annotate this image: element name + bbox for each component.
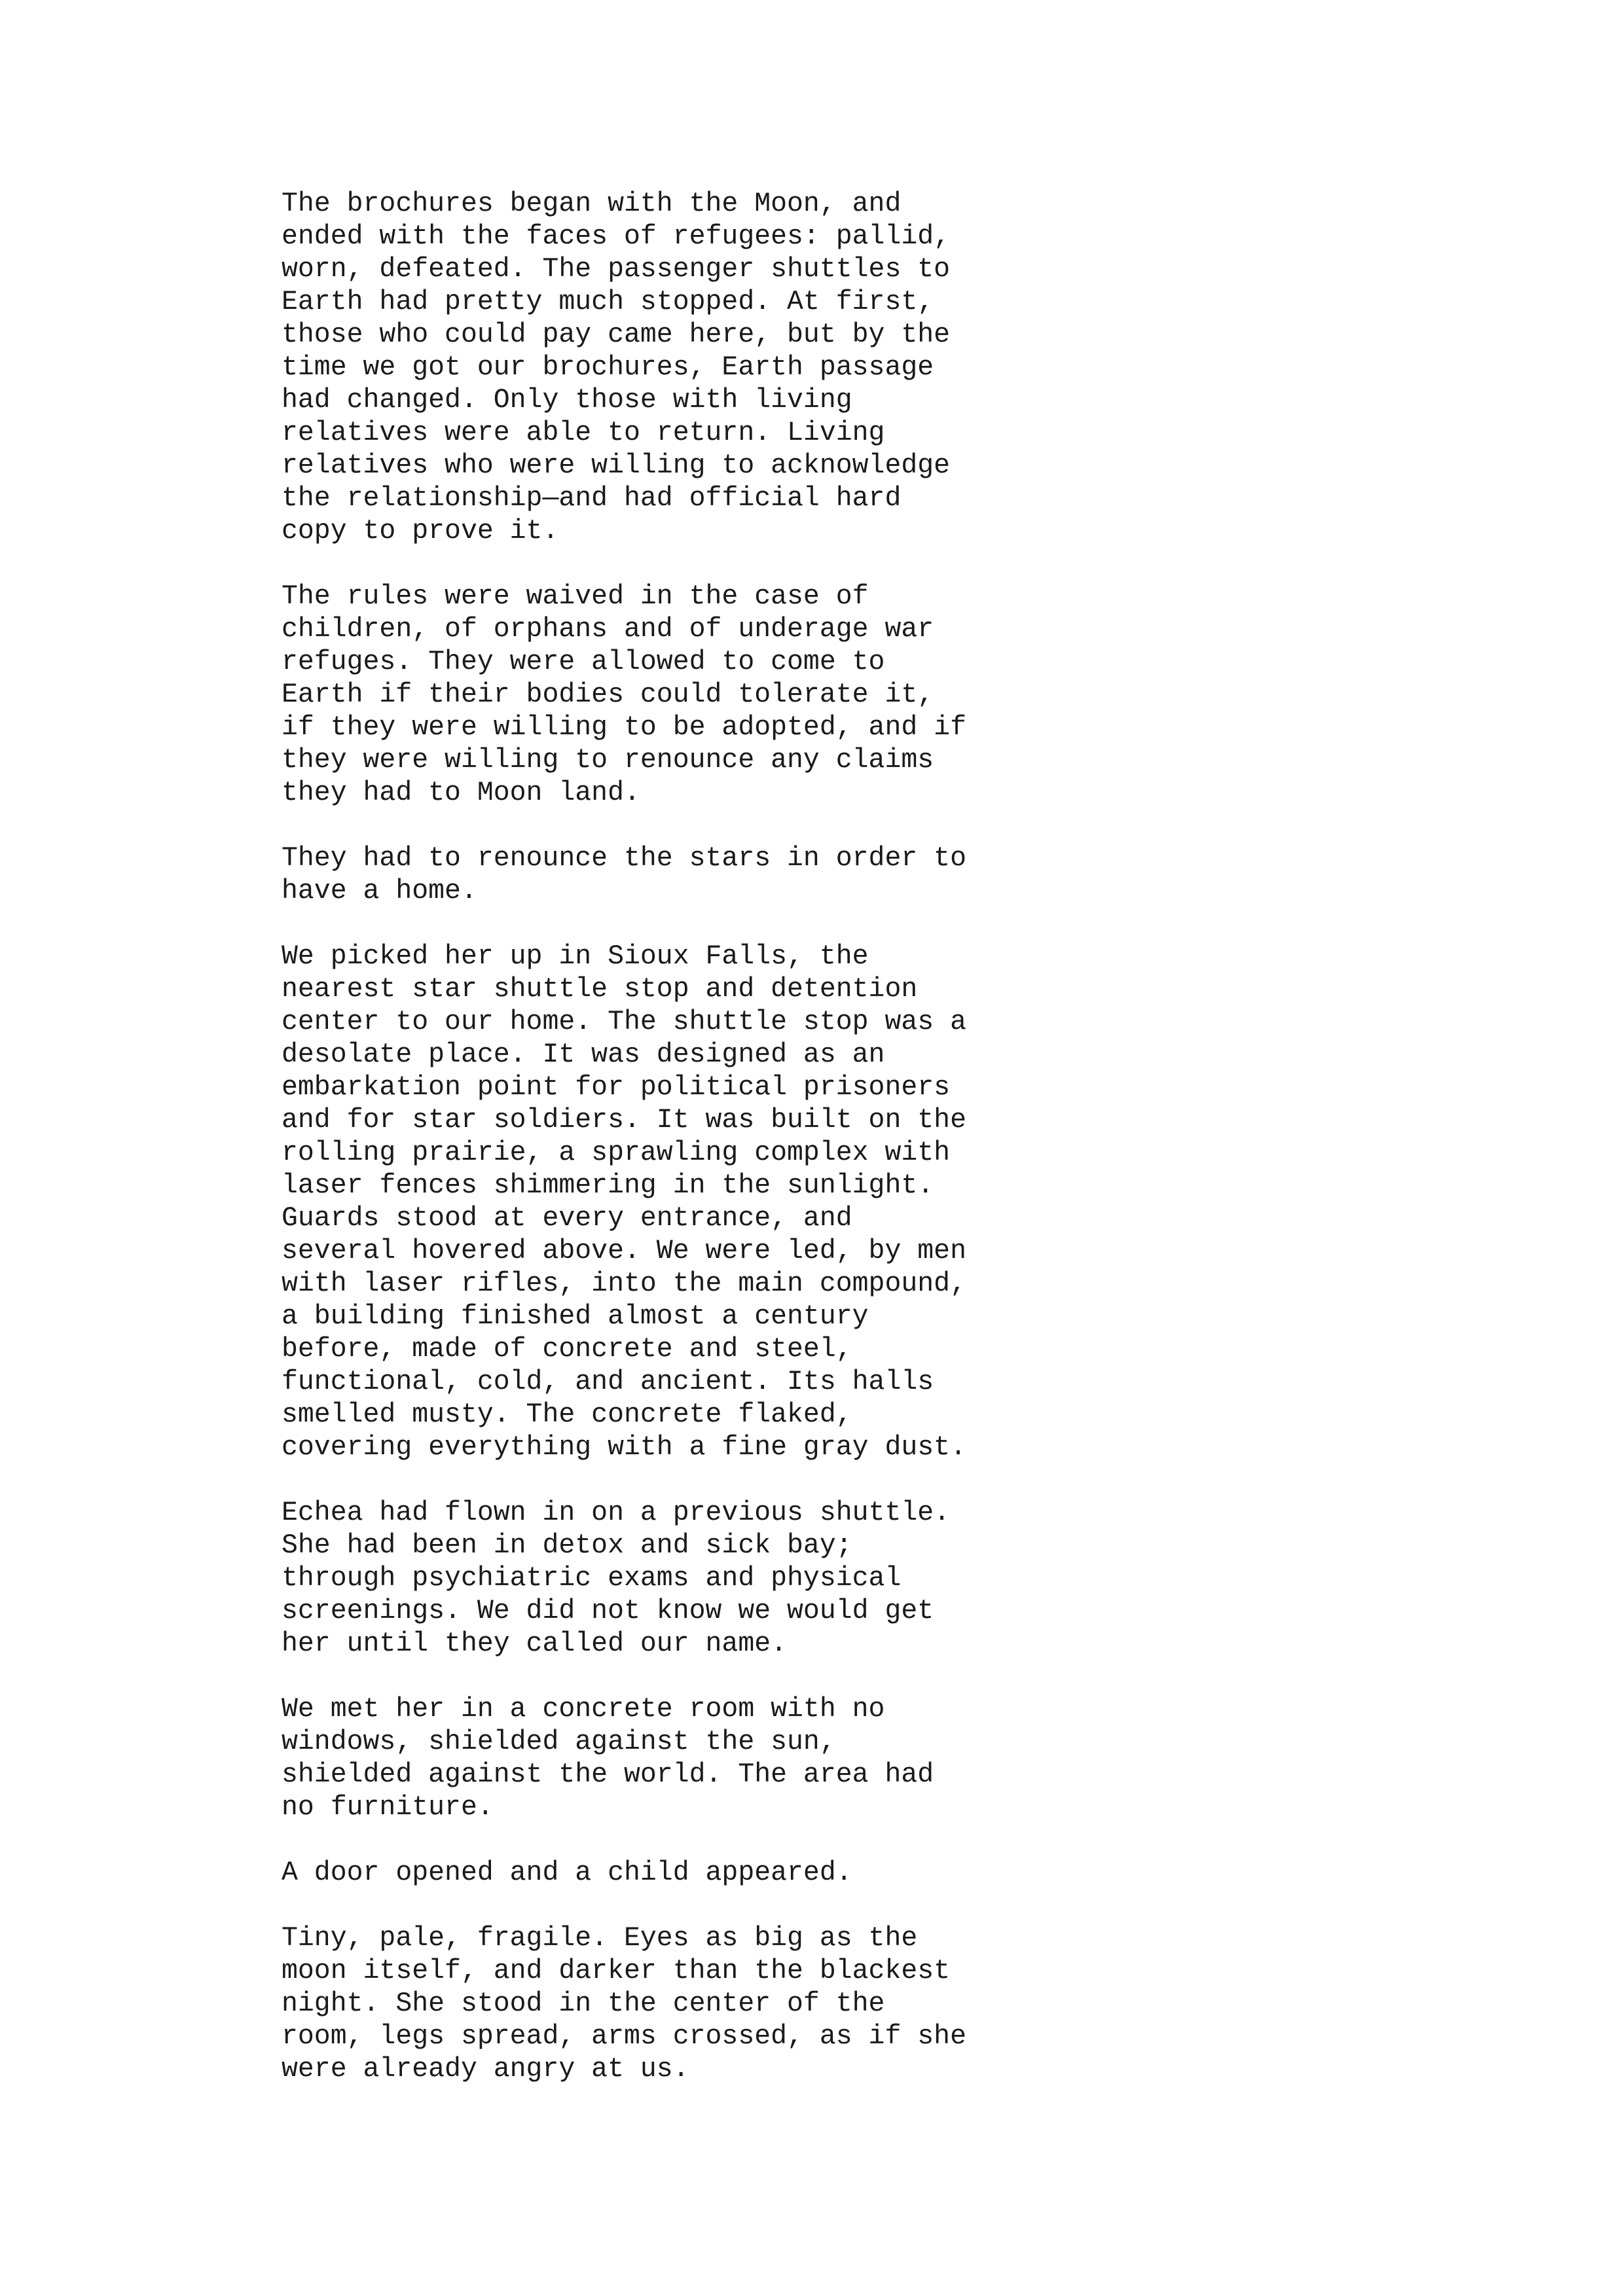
paragraph-6: We met her in a concrete room with no windows, shielded against the sun, shielded against the world. The area had no furniture.	[282, 1694, 934, 1823]
body-text	[282, 188, 1395, 2119]
paragraph-7: A door opened and a child appeared.	[282, 1857, 852, 1888]
paragraph-8: Tiny, pale, fragile. Eyes as big as the moon itself, and darker than the blackest night. She stood in the center of the room, legs spread, arms crossed, as if she were already angry at us.	[282, 1923, 966, 2085]
paragraph-4: We picked her up in Sioux Falls, the nearest star shuttle stop and detention center to our home. The shuttle stop was a desolate place. It was designed as an embarkation point for political prisoners and for star soldiers. It was built on the rolling prairie, a sprawling complex with laser fences shimmering in the sunlight. Guards stood at every entrance, and several hovered above. We were led, by men with laser rifles, into the main compound, a building finished almost a century before, made of concrete and steel, functional, cold, and ancient. Its halls smelled musty. The concrete flaked, covering everything with a fine gray dust.	[282, 941, 966, 1463]
paragraph-2: The rules were waived in the case of children, of orphans and of underage war refuges. They were allowed to come to Earth if their bodies could tolerate it, if they were willing to be adopted, and if they were willing to renounce any claims they had to Moon land.	[282, 581, 966, 808]
paragraph-3: They had to renounce the stars in order to have a home.	[282, 843, 966, 906]
paragraph-1: The brochures began with the Moon, and ended with the faces of refugees: pallid, worn, defeated. The passenger shuttles to Earth had pretty much stopped. At first, those who could pay came here, but by the time we got our brochures, Earth passage had changed. Only those with living relatives were able to return. Living relatives who were willing to acknowledge the relationship—and had official hard copy to prove it.	[282, 188, 951, 547]
paragraph-5: Echea had flown in on a previous shuttle. She had been in detox and sick bay; through psychiatric exams and physical screenings. We did not know we would get her until they called our name.	[282, 1498, 951, 1659]
